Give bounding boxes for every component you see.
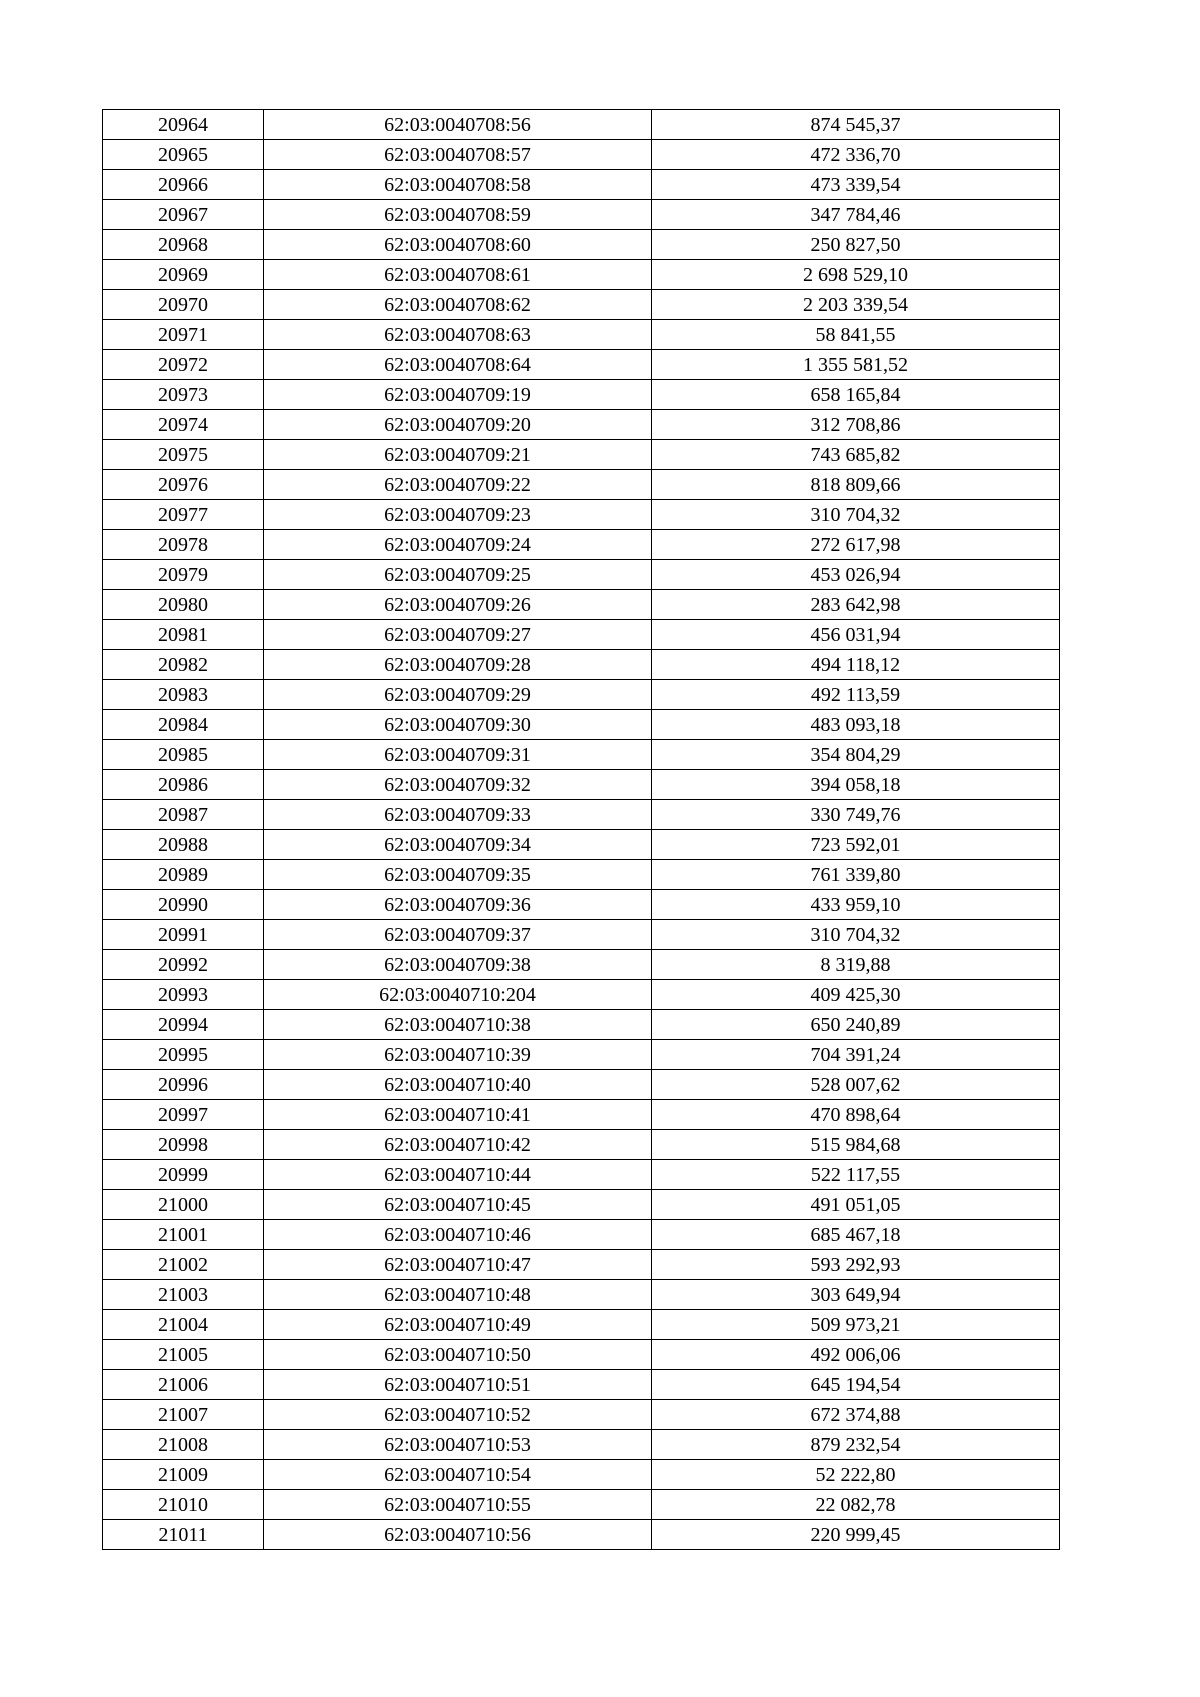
cadastral-value-cell: 818 809,66 xyxy=(652,470,1060,500)
cadastral-value-cell: 2 698 529,10 xyxy=(652,260,1060,290)
table-row xyxy=(103,530,1060,560)
cadastral-number-cell: 62:03:0040709:28 xyxy=(264,650,652,680)
cadastral-value-cell: 704 391,24 xyxy=(652,1040,1060,1070)
table-row xyxy=(103,170,1060,200)
row-number-cell: 21008 xyxy=(103,1430,264,1460)
table-row xyxy=(103,650,1060,680)
table-row xyxy=(103,140,1060,170)
cadastral-value-cell: 433 959,10 xyxy=(652,890,1060,920)
cadastral-number-cell: 62:03:0040709:37 xyxy=(264,920,652,950)
table-row xyxy=(103,440,1060,470)
cadastral-value-cell: 685 467,18 xyxy=(652,1220,1060,1250)
cadastral-number-cell: 62:03:0040708:57 xyxy=(264,140,652,170)
row-number-cell: 20995 xyxy=(103,1040,264,1070)
cadastral-value-cell: 220 999,45 xyxy=(652,1520,1060,1550)
table-row xyxy=(103,230,1060,260)
table-row xyxy=(103,620,1060,650)
cadastral-number-cell: 62:03:0040710:38 xyxy=(264,1010,652,1040)
cadastral-value-cell: 310 704,32 xyxy=(652,500,1060,530)
cadastral-number-cell: 62:03:0040708:61 xyxy=(264,260,652,290)
row-number-cell: 20972 xyxy=(103,350,264,380)
cadastral-number-cell: 62:03:0040709:22 xyxy=(264,470,652,500)
cadastral-number-cell: 62:03:0040709:32 xyxy=(264,770,652,800)
cadastral-value-cell: 515 984,68 xyxy=(652,1130,1060,1160)
row-number-cell: 21009 xyxy=(103,1460,264,1490)
table-row xyxy=(103,830,1060,860)
row-number-cell: 21000 xyxy=(103,1190,264,1220)
cadastral-value-cell: 509 973,21 xyxy=(652,1310,1060,1340)
cadastral-number-cell: 62:03:0040708:62 xyxy=(264,290,652,320)
cadastral-number-cell: 62:03:0040710:52 xyxy=(264,1400,652,1430)
row-number-cell: 20971 xyxy=(103,320,264,350)
table-row xyxy=(103,1490,1060,1520)
cadastral-value-cell: 22 082,78 xyxy=(652,1490,1060,1520)
cadastral-number-cell: 62:03:0040710:46 xyxy=(264,1220,652,1250)
cadastral-value-cell: 528 007,62 xyxy=(652,1070,1060,1100)
row-number-cell: 20975 xyxy=(103,440,264,470)
cadastral-value-cell: 472 336,70 xyxy=(652,140,1060,170)
table-row xyxy=(103,1280,1060,1310)
table-row xyxy=(103,260,1060,290)
cadastral-number-cell: 62:03:0040710:54 xyxy=(264,1460,652,1490)
cadastral-number-cell: 62:03:0040710:204 xyxy=(264,980,652,1010)
table-row xyxy=(103,200,1060,230)
table-row xyxy=(103,1370,1060,1400)
row-number-cell: 20998 xyxy=(103,1130,264,1160)
cadastral-number-cell: 62:03:0040710:45 xyxy=(264,1190,652,1220)
row-number-cell: 20984 xyxy=(103,710,264,740)
cadastral-number-cell: 62:03:0040710:40 xyxy=(264,1070,652,1100)
table-body xyxy=(103,110,1060,1550)
table-row xyxy=(103,1070,1060,1100)
cadastral-value-cell: 494 118,12 xyxy=(652,650,1060,680)
table-row xyxy=(103,680,1060,710)
cadastral-number-cell: 62:03:0040710:55 xyxy=(264,1490,652,1520)
cadastral-number-cell: 62:03:0040709:38 xyxy=(264,950,652,980)
cadastral-number-cell: 62:03:0040710:44 xyxy=(264,1160,652,1190)
cadastral-value-cell: 330 749,76 xyxy=(652,800,1060,830)
row-number-cell: 20974 xyxy=(103,410,264,440)
row-number-cell: 20978 xyxy=(103,530,264,560)
row-number-cell: 20985 xyxy=(103,740,264,770)
row-number-cell: 20969 xyxy=(103,260,264,290)
row-number-cell: 20968 xyxy=(103,230,264,260)
cadastral-number-cell: 62:03:0040709:33 xyxy=(264,800,652,830)
row-number-cell: 20970 xyxy=(103,290,264,320)
cadastral-value-cell: 52 222,80 xyxy=(652,1460,1060,1490)
cadastral-value-cell: 874 545,37 xyxy=(652,110,1060,140)
cadastral-value-cell: 409 425,30 xyxy=(652,980,1060,1010)
row-number-cell: 20987 xyxy=(103,800,264,830)
table-row xyxy=(103,1160,1060,1190)
row-number-cell: 20977 xyxy=(103,500,264,530)
row-number-cell: 20982 xyxy=(103,650,264,680)
table-row xyxy=(103,350,1060,380)
cadastral-value-cell: 456 031,94 xyxy=(652,620,1060,650)
table-row xyxy=(103,920,1060,950)
table-row xyxy=(103,1190,1060,1220)
cadastral-value-cell: 492 113,59 xyxy=(652,680,1060,710)
cadastral-number-cell: 62:03:0040710:56 xyxy=(264,1520,652,1550)
cadastral-value-table xyxy=(102,109,1060,1550)
cadastral-number-cell: 62:03:0040708:64 xyxy=(264,350,652,380)
cadastral-number-cell: 62:03:0040708:56 xyxy=(264,110,652,140)
table-row xyxy=(103,1100,1060,1130)
row-number-cell: 20980 xyxy=(103,590,264,620)
table-row xyxy=(103,1250,1060,1280)
table-row xyxy=(103,470,1060,500)
table-row xyxy=(103,1520,1060,1550)
cadastral-number-cell: 62:03:0040708:58 xyxy=(264,170,652,200)
cadastral-value-cell: 8 319,88 xyxy=(652,950,1060,980)
table-row xyxy=(103,110,1060,140)
cadastral-number-cell: 62:03:0040710:41 xyxy=(264,1100,652,1130)
row-number-cell: 20983 xyxy=(103,680,264,710)
table-row xyxy=(103,770,1060,800)
cadastral-value-cell: 354 804,29 xyxy=(652,740,1060,770)
table-row xyxy=(103,1430,1060,1460)
table-row xyxy=(103,1220,1060,1250)
cadastral-value-cell: 658 165,84 xyxy=(652,380,1060,410)
row-number-cell: 20990 xyxy=(103,890,264,920)
table-row xyxy=(103,890,1060,920)
table-row xyxy=(103,980,1060,1010)
cadastral-number-cell: 62:03:0040709:30 xyxy=(264,710,652,740)
cadastral-value-cell: 2 203 339,54 xyxy=(652,290,1060,320)
table-row xyxy=(103,590,1060,620)
row-number-cell: 21003 xyxy=(103,1280,264,1310)
row-number-cell: 20986 xyxy=(103,770,264,800)
row-number-cell: 21011 xyxy=(103,1520,264,1550)
table-row xyxy=(103,380,1060,410)
table-row xyxy=(103,1340,1060,1370)
row-number-cell: 20994 xyxy=(103,1010,264,1040)
cadastral-number-cell: 62:03:0040710:51 xyxy=(264,1370,652,1400)
row-number-cell: 21010 xyxy=(103,1490,264,1520)
cadastral-value-cell: 761 339,80 xyxy=(652,860,1060,890)
cadastral-number-cell: 62:03:0040708:60 xyxy=(264,230,652,260)
cadastral-number-cell: 62:03:0040709:36 xyxy=(264,890,652,920)
cadastral-value-cell: 272 617,98 xyxy=(652,530,1060,560)
cadastral-value-cell: 650 240,89 xyxy=(652,1010,1060,1040)
cadastral-number-cell: 62:03:0040709:24 xyxy=(264,530,652,560)
table-row xyxy=(103,950,1060,980)
row-number-cell: 20989 xyxy=(103,860,264,890)
cadastral-number-cell: 62:03:0040709:35 xyxy=(264,860,652,890)
cadastral-value-cell: 483 093,18 xyxy=(652,710,1060,740)
table-row xyxy=(103,410,1060,440)
cadastral-value-cell: 879 232,54 xyxy=(652,1430,1060,1460)
table-row xyxy=(103,740,1060,770)
row-number-cell: 20965 xyxy=(103,140,264,170)
cadastral-value-cell: 645 194,54 xyxy=(652,1370,1060,1400)
row-number-cell: 20966 xyxy=(103,170,264,200)
row-number-cell: 20979 xyxy=(103,560,264,590)
cadastral-value-cell: 58 841,55 xyxy=(652,320,1060,350)
cadastral-value-cell: 250 827,50 xyxy=(652,230,1060,260)
table-row xyxy=(103,1130,1060,1160)
cadastral-number-cell: 62:03:0040709:21 xyxy=(264,440,652,470)
cadastral-number-cell: 62:03:0040710:39 xyxy=(264,1040,652,1070)
cadastral-number-cell: 62:03:0040709:20 xyxy=(264,410,652,440)
cadastral-value-cell: 1 355 581,52 xyxy=(652,350,1060,380)
cadastral-number-cell: 62:03:0040709:29 xyxy=(264,680,652,710)
table-row xyxy=(103,290,1060,320)
row-number-cell: 21002 xyxy=(103,1250,264,1280)
cadastral-value-cell: 470 898,64 xyxy=(652,1100,1060,1130)
cadastral-number-cell: 62:03:0040709:23 xyxy=(264,500,652,530)
row-number-cell: 20964 xyxy=(103,110,264,140)
row-number-cell: 20973 xyxy=(103,380,264,410)
cadastral-value-cell: 492 006,06 xyxy=(652,1340,1060,1370)
cadastral-value-cell: 453 026,94 xyxy=(652,560,1060,590)
cadastral-value-cell: 723 592,01 xyxy=(652,830,1060,860)
cadastral-number-cell: 62:03:0040709:27 xyxy=(264,620,652,650)
cadastral-value-cell: 394 058,18 xyxy=(652,770,1060,800)
table-row xyxy=(103,800,1060,830)
cadastral-number-cell: 62:03:0040709:34 xyxy=(264,830,652,860)
cadastral-number-cell: 62:03:0040710:49 xyxy=(264,1310,652,1340)
cadastral-value-cell: 312 708,86 xyxy=(652,410,1060,440)
row-number-cell: 20996 xyxy=(103,1070,264,1100)
table-row xyxy=(103,1040,1060,1070)
cadastral-number-cell: 62:03:0040709:31 xyxy=(264,740,652,770)
cadastral-number-cell: 62:03:0040708:59 xyxy=(264,200,652,230)
cadastral-number-cell: 62:03:0040709:25 xyxy=(264,560,652,590)
cadastral-number-cell: 62:03:0040709:26 xyxy=(264,590,652,620)
row-number-cell: 20993 xyxy=(103,980,264,1010)
table-row xyxy=(103,860,1060,890)
cadastral-number-cell: 62:03:0040710:50 xyxy=(264,1340,652,1370)
table-row xyxy=(103,1010,1060,1040)
cadastral-value-cell: 310 704,32 xyxy=(652,920,1060,950)
row-number-cell: 21004 xyxy=(103,1310,264,1340)
row-number-cell: 21005 xyxy=(103,1340,264,1370)
cadastral-value-cell: 303 649,94 xyxy=(652,1280,1060,1310)
table-row xyxy=(103,320,1060,350)
cadastral-value-cell: 283 642,98 xyxy=(652,590,1060,620)
row-number-cell: 20967 xyxy=(103,200,264,230)
cadastral-value-cell: 522 117,55 xyxy=(652,1160,1060,1190)
table-row xyxy=(103,1460,1060,1490)
cadastral-value-cell: 672 374,88 xyxy=(652,1400,1060,1430)
row-number-cell: 21001 xyxy=(103,1220,264,1250)
table-row xyxy=(103,500,1060,530)
cadastral-number-cell: 62:03:0040710:53 xyxy=(264,1430,652,1460)
table-row xyxy=(103,560,1060,590)
cadastral-number-cell: 62:03:0040710:42 xyxy=(264,1130,652,1160)
row-number-cell: 20981 xyxy=(103,620,264,650)
row-number-cell: 20999 xyxy=(103,1160,264,1190)
cadastral-value-cell: 473 339,54 xyxy=(652,170,1060,200)
row-number-cell: 20988 xyxy=(103,830,264,860)
row-number-cell: 20992 xyxy=(103,950,264,980)
row-number-cell: 20976 xyxy=(103,470,264,500)
table-row xyxy=(103,1400,1060,1430)
table-row xyxy=(103,1310,1060,1340)
cadastral-number-cell: 62:03:0040710:47 xyxy=(264,1250,652,1280)
cadastral-number-cell: 62:03:0040708:63 xyxy=(264,320,652,350)
cadastral-value-cell: 491 051,05 xyxy=(652,1190,1060,1220)
row-number-cell: 20997 xyxy=(103,1100,264,1130)
cadastral-value-cell: 347 784,46 xyxy=(652,200,1060,230)
table-row xyxy=(103,710,1060,740)
cadastral-value-cell: 743 685,82 xyxy=(652,440,1060,470)
row-number-cell: 21006 xyxy=(103,1370,264,1400)
cadastral-value-cell: 593 292,93 xyxy=(652,1250,1060,1280)
cadastral-number-cell: 62:03:0040710:48 xyxy=(264,1280,652,1310)
row-number-cell: 21007 xyxy=(103,1400,264,1430)
cadastral-number-cell: 62:03:0040709:19 xyxy=(264,380,652,410)
row-number-cell: 20991 xyxy=(103,920,264,950)
